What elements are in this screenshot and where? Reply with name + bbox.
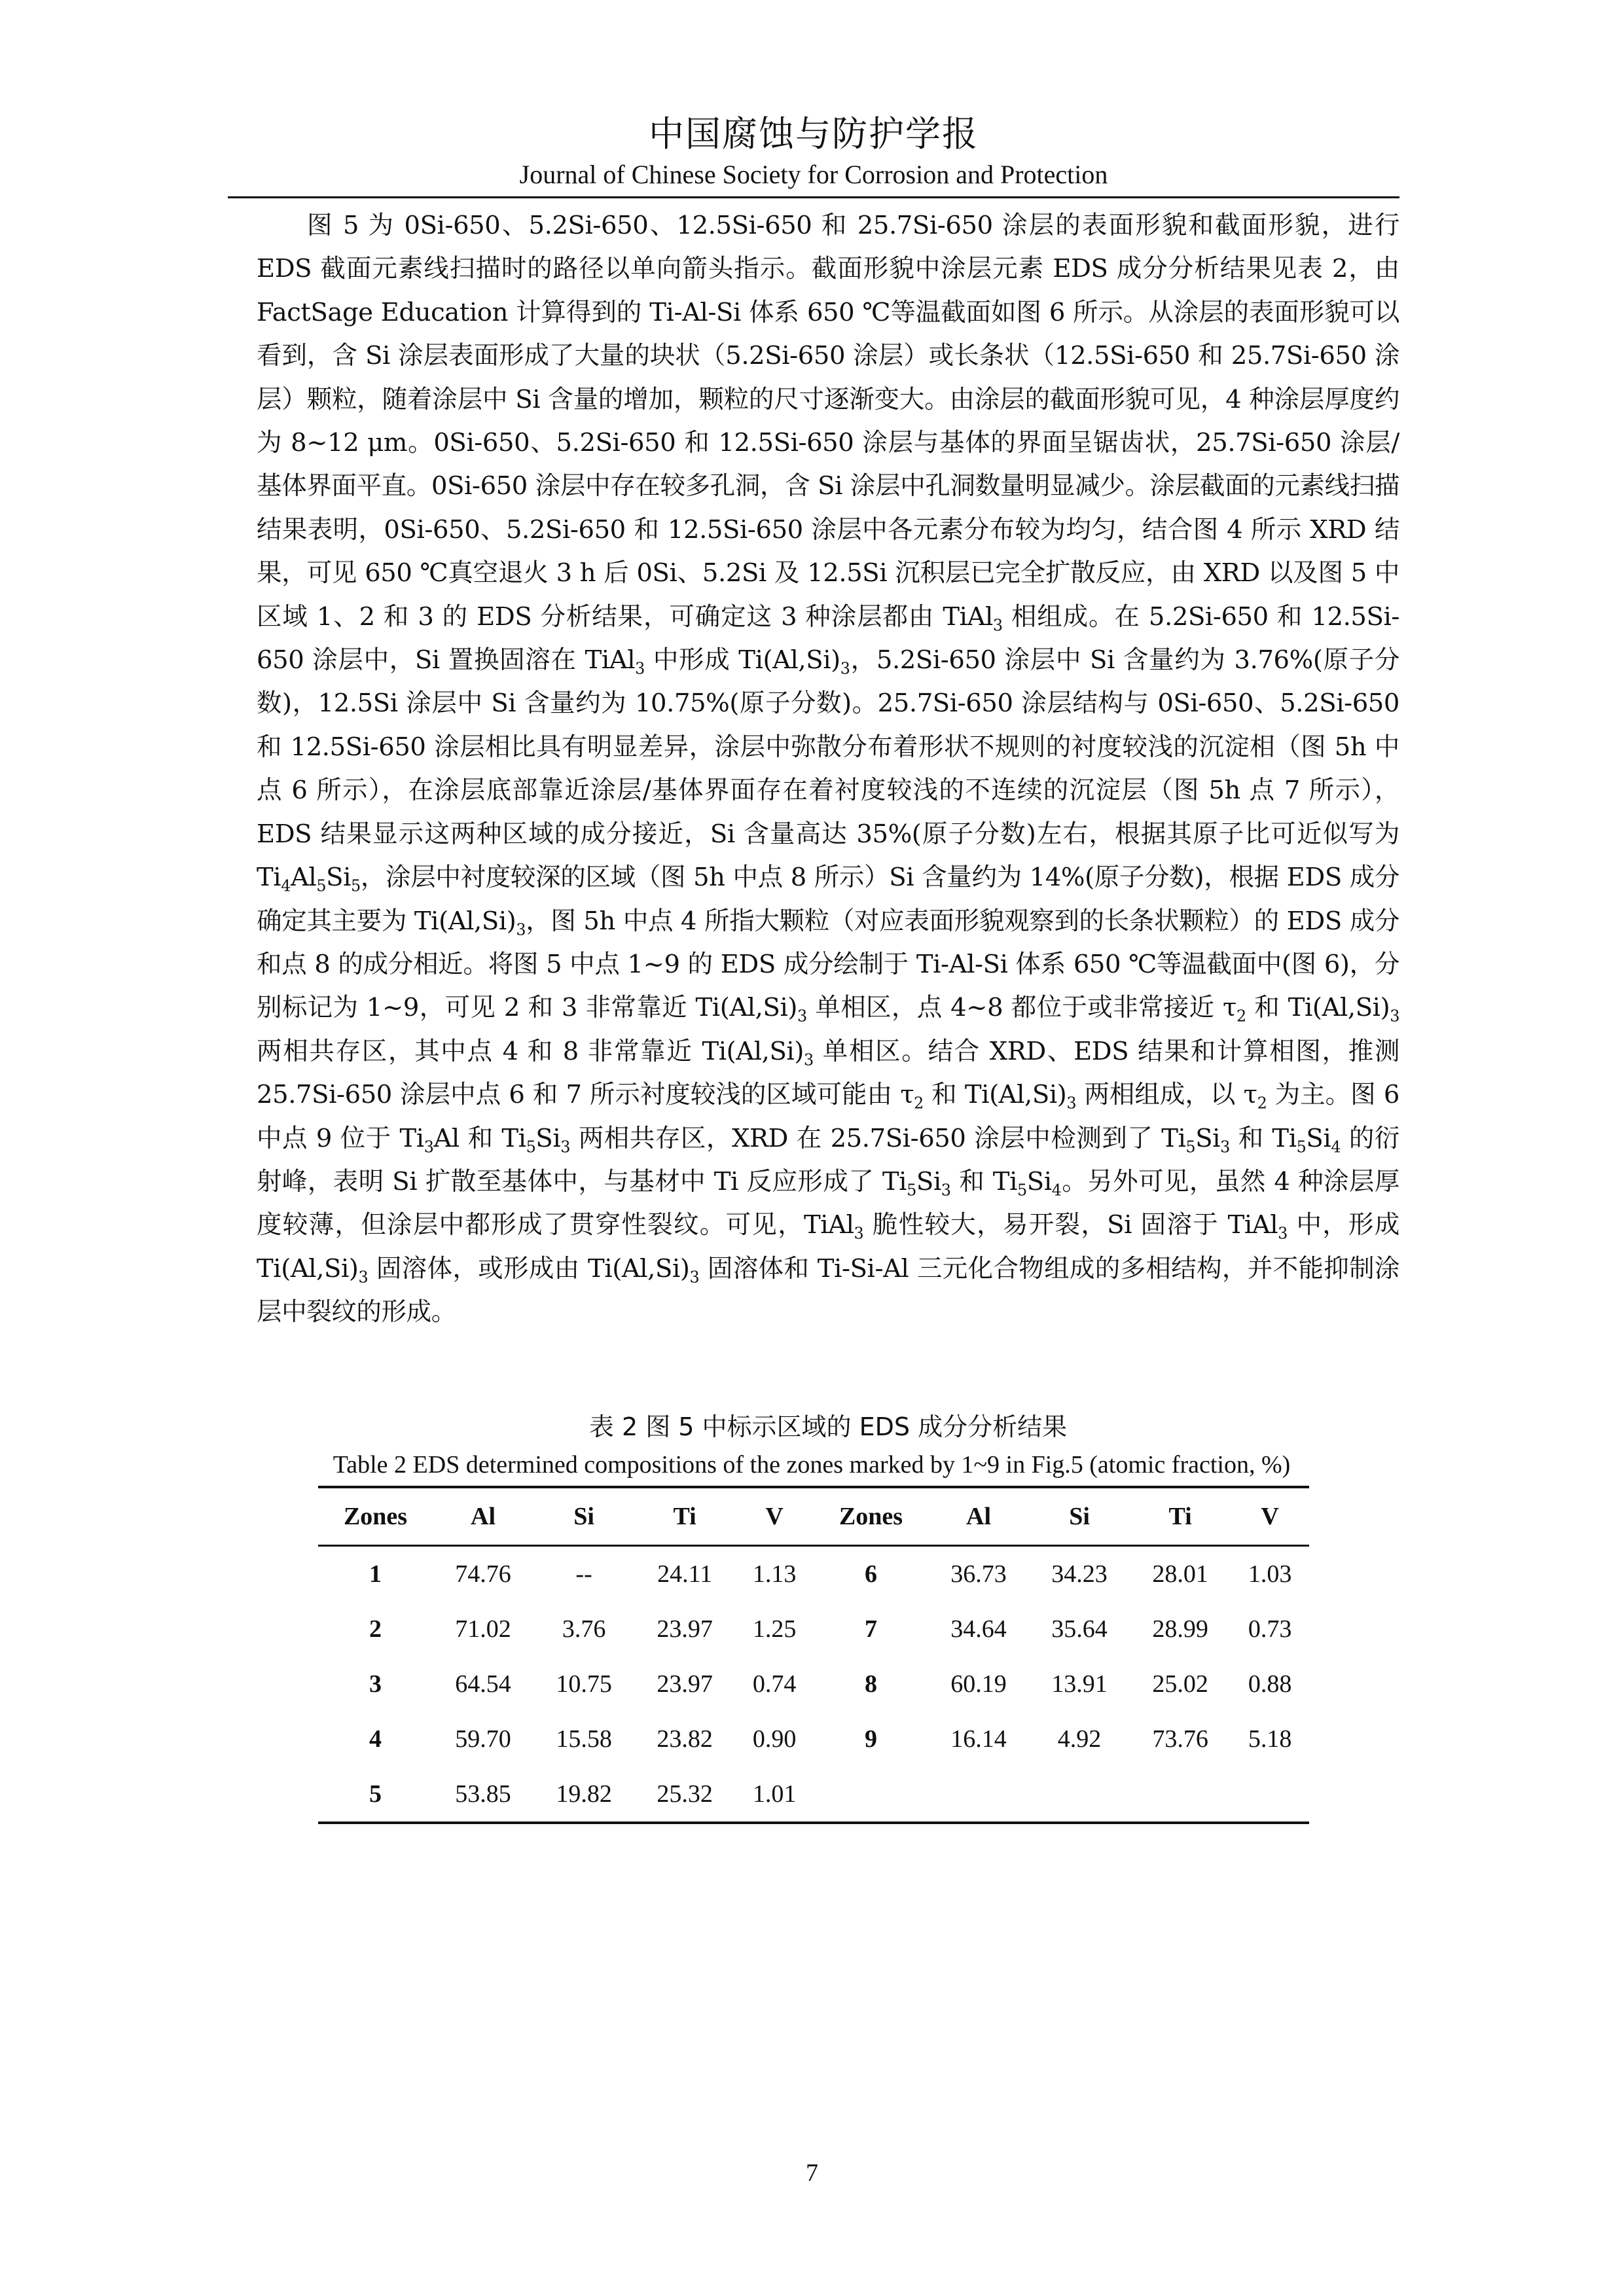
table-cell: 53.85 bbox=[433, 1767, 533, 1823]
table-cell: 34.23 bbox=[1051, 1560, 1108, 1588]
table-row bbox=[318, 1602, 1309, 1657]
table-caption-en: Table 2 EDS determined compositions of the zones marked by 1~9 in Fig.5 (atomic fraction, %) bbox=[333, 1451, 1291, 1479]
table-cell: 35.64 bbox=[1051, 1615, 1108, 1643]
table-cell bbox=[1130, 1767, 1231, 1823]
table-row bbox=[318, 1657, 1309, 1712]
table-caption-cn: 表 2 图 5 中标示区域的 EDS 成分分析结果 bbox=[588, 1412, 1068, 1441]
table-body bbox=[318, 1546, 1309, 1823]
table-cell bbox=[928, 1767, 1029, 1823]
table-cell: 36.73 bbox=[950, 1560, 1007, 1588]
table-cell: 0.74 bbox=[752, 1670, 797, 1698]
zone-cell: 6 bbox=[864, 1560, 877, 1588]
table-cell: 0.88 bbox=[1248, 1670, 1292, 1698]
table-cell: 28.99 bbox=[1152, 1615, 1208, 1643]
table-cell: 60.19 bbox=[950, 1670, 1007, 1698]
table-cell: 24.11 bbox=[657, 1560, 713, 1588]
table-cell: 23.82 bbox=[657, 1725, 713, 1753]
table-cell: 13.91 bbox=[1051, 1670, 1108, 1698]
table-header-cell: Ti bbox=[1130, 1487, 1231, 1546]
table-cell: 25.32 bbox=[634, 1767, 735, 1823]
table-cell: 1.03 bbox=[1248, 1560, 1292, 1588]
body-paragraph: 图 5 为 0Si-650、5.2Si-650、12.5Si-650 和 25.7Si-650 涂层的表面形貌和截面形貌，进行 EDS 截面元素线扫描时的路径以单向箭头指示。截面形貌中涂层元素 EDS 成分分析结果见表 2，由 FactSage Education 计算得到的 Ti-Al-Si 体系 650 ℃等温截面如图 6 所示。从涂层的表面形貌可以看到，含 Si 涂层表面形成了大量的块状（5.2Si-650 涂层）或长条状（12.5Si-650 和 25.7Si-650 涂层）颗粒，随着涂层中 Si 含量的增加，颗粒的尺寸逐渐变大。由涂层的截面形貌可见，4 种涂层厚度约为 8~12 μm。0Si-650、5.2Si-650 和 12.5Si-650 涂层与基体的界面呈锯齿状，25.7Si-650 涂层/基体界面平直。0Si-650 涂层中存在较多孔洞，含 Si 涂层中孔洞数量明显减少。涂层截面的元素线扫描结果表明，0Si-650、5.2Si-650 和 12.5Si-650 涂层中各元素分布较为均匀，结合图 4 所示 XRD 结果，可见 650 ℃真空退火 3 h 后 0Si、5.2Si 及 12.5Si 沉积层已完全扩散反应，由 XRD 以及图 5 中区域 1、2 和 3 的 EDS 分析结果，可确定这 3 种涂层都由 TiAl$_3$ 相组成。在 5.2Si-650 和 12.5Si-650 涂层中，Si 置换固溶在 TiAl$_3$ 中形成 $Ti(Al,Si)_3$，5.2Si-650 涂层中 Si 含量约为 3.76%(原子分数)，12.5Si 涂层中 Si 含量约为 10.75%(原子分数)。25.7Si-650 涂层结构与 0Si-650、5.2Si-650 和 12.5Si-650 涂层相比具有明显差异，涂层中弥散分布着形状不规则的衬度较浅的沉淀相（图 5h 中点 6 所示），在涂层底部靠近涂层/基体界面存在着衬度较浅的不连续的沉淀层（图 5h 点 7 所示），EDS 结果显示这两种区域的成分接近，Si 含量高达 35%(原子分数)左右，根据其原子比可近似写为 $Ti_4Al_5Si_5$，涂层中衬度较深的区域（图 5h 中点 8 所示）Si 含量约为 14%(原子分数)，根据 EDS 成分确定其主要为 $Ti(Al,Si)_3$，图 5h 中点 4 所指大颗粒（对应表面形貌观察到的长条状颗粒）的 EDS 成分和点 8 的成分相近。将图 5 中点 1~9 的 EDS 成分绘制于 Ti-Al-Si 体系 650 ℃等温截面中(图 6)，分别标记为 1~9，可见 2 和 3 非常靠近 $Ti(Al,Si)_3$ 单相区，点 4~8 都位于或非常接近 $\tau_2$ 和 $Ti(Al,Si)_3$ 两相共存区，其中点 4 和 8 非常靠近 $Ti(Al,Si)_3$ 单相区。结合 XRD、EDS 结果和计算相图，推测 25.7Si-650 涂层中点 6 和 7 所示衬度较浅的区域可能由 $\tau_2$ 和 $Ti(Al,Si)_3$ 两相组成，以 $\tau_2$ 为主。图 6 中点 9 位于 $Ti_3Al$ 和 $Ti_5Si_3$ 两相共存区，XRD 在 25.7Si-650 涂层中检测到了 $Ti_5Si_3$ 和 $Ti_5Si_4$ 的衍射峰，表明 Si 扩散至基体中，与基材中 Ti 反应形成了 $Ti_5Si_3$ 和 $Ti_5Si_4$。另外可见，虽然 4 种涂层厚度较薄，但涂层中都形成了贯穿性裂纹。可见，TiAl$_3$ 脆性较大，易开裂，Si 固溶于 TiAl$_3$ 中，形成 $Ti(Al,Si)_3$ 固溶体，或形成由 $Ti(Al,Si)_3$ 固溶体和 Ti-Si-Al 三元化合物组成的多相结构，并不能抑制涂层中裂纹的形成。 bbox=[257, 211, 1400, 1327]
table-cell: 10.75 bbox=[556, 1670, 612, 1698]
table-cell: 23.97 bbox=[657, 1615, 713, 1643]
table-header-cell: Ti bbox=[634, 1487, 735, 1546]
table-cell: 64.54 bbox=[455, 1670, 511, 1698]
zone-cell: 5 bbox=[318, 1767, 433, 1823]
table-header-cell: Al bbox=[928, 1487, 1029, 1546]
zone-cell: 2 bbox=[369, 1615, 382, 1643]
table-cell: 74.76 bbox=[455, 1560, 511, 1588]
journal-title-en: Journal of Chinese Society for Corrosion and Protection bbox=[519, 160, 1108, 189]
table-cell: 0.73 bbox=[1248, 1615, 1292, 1643]
journal-header bbox=[228, 111, 1399, 192]
eds-composition-table bbox=[318, 1486, 1309, 1824]
table-header-cell: V bbox=[1231, 1487, 1309, 1546]
table-cell: 28.01 bbox=[1152, 1560, 1208, 1588]
table-cell: 0.90 bbox=[752, 1725, 797, 1753]
zone-cell: 3 bbox=[369, 1670, 382, 1698]
table-cell: 73.76 bbox=[1152, 1725, 1208, 1753]
zone-cell: 1 bbox=[369, 1560, 382, 1588]
page-number: 7 bbox=[806, 2159, 818, 2187]
table-cell: 4.92 bbox=[1057, 1725, 1102, 1753]
header-rule bbox=[228, 196, 1399, 198]
table-cell: 15.58 bbox=[556, 1725, 612, 1753]
table-cell bbox=[1231, 1767, 1309, 1823]
table-cell: 59.70 bbox=[455, 1725, 511, 1753]
table-row bbox=[318, 1712, 1309, 1767]
table-cell: 25.02 bbox=[1152, 1670, 1208, 1698]
table-header-cell: Zones bbox=[318, 1487, 433, 1546]
table-header-cell: V bbox=[735, 1487, 814, 1546]
zone-cell: 4 bbox=[369, 1725, 382, 1753]
table-header-cell: Zones bbox=[814, 1487, 928, 1546]
zone-cell: 8 bbox=[864, 1670, 877, 1698]
table-cell: 3.76 bbox=[562, 1615, 606, 1643]
table-header-row bbox=[318, 1487, 1309, 1546]
table-cell: 71.02 bbox=[455, 1615, 511, 1643]
table-header-cell: Si bbox=[1029, 1487, 1130, 1546]
table-header-cell: Si bbox=[533, 1487, 634, 1546]
table-cell: 1.25 bbox=[752, 1615, 797, 1643]
table-cell: 19.82 bbox=[533, 1767, 634, 1823]
table-cell: 1.13 bbox=[752, 1560, 797, 1588]
table-row bbox=[318, 1546, 1309, 1602]
table-cell: 34.64 bbox=[950, 1615, 1007, 1643]
zone-cell: 7 bbox=[864, 1615, 877, 1643]
table-row bbox=[318, 1767, 1309, 1823]
zone-cell: 9 bbox=[864, 1725, 877, 1753]
zone-cell bbox=[814, 1767, 928, 1823]
table-cell: 5.18 bbox=[1248, 1725, 1292, 1753]
table-cell bbox=[1029, 1767, 1130, 1823]
table-cell: -- bbox=[575, 1560, 592, 1588]
table-header-cell: Al bbox=[433, 1487, 533, 1546]
table-cell: 16.14 bbox=[950, 1725, 1007, 1753]
journal-title-cn: 中国腐蚀与防护学报 bbox=[649, 113, 979, 154]
table-cell: 1.01 bbox=[735, 1767, 814, 1823]
table-cell: 23.97 bbox=[657, 1670, 713, 1698]
